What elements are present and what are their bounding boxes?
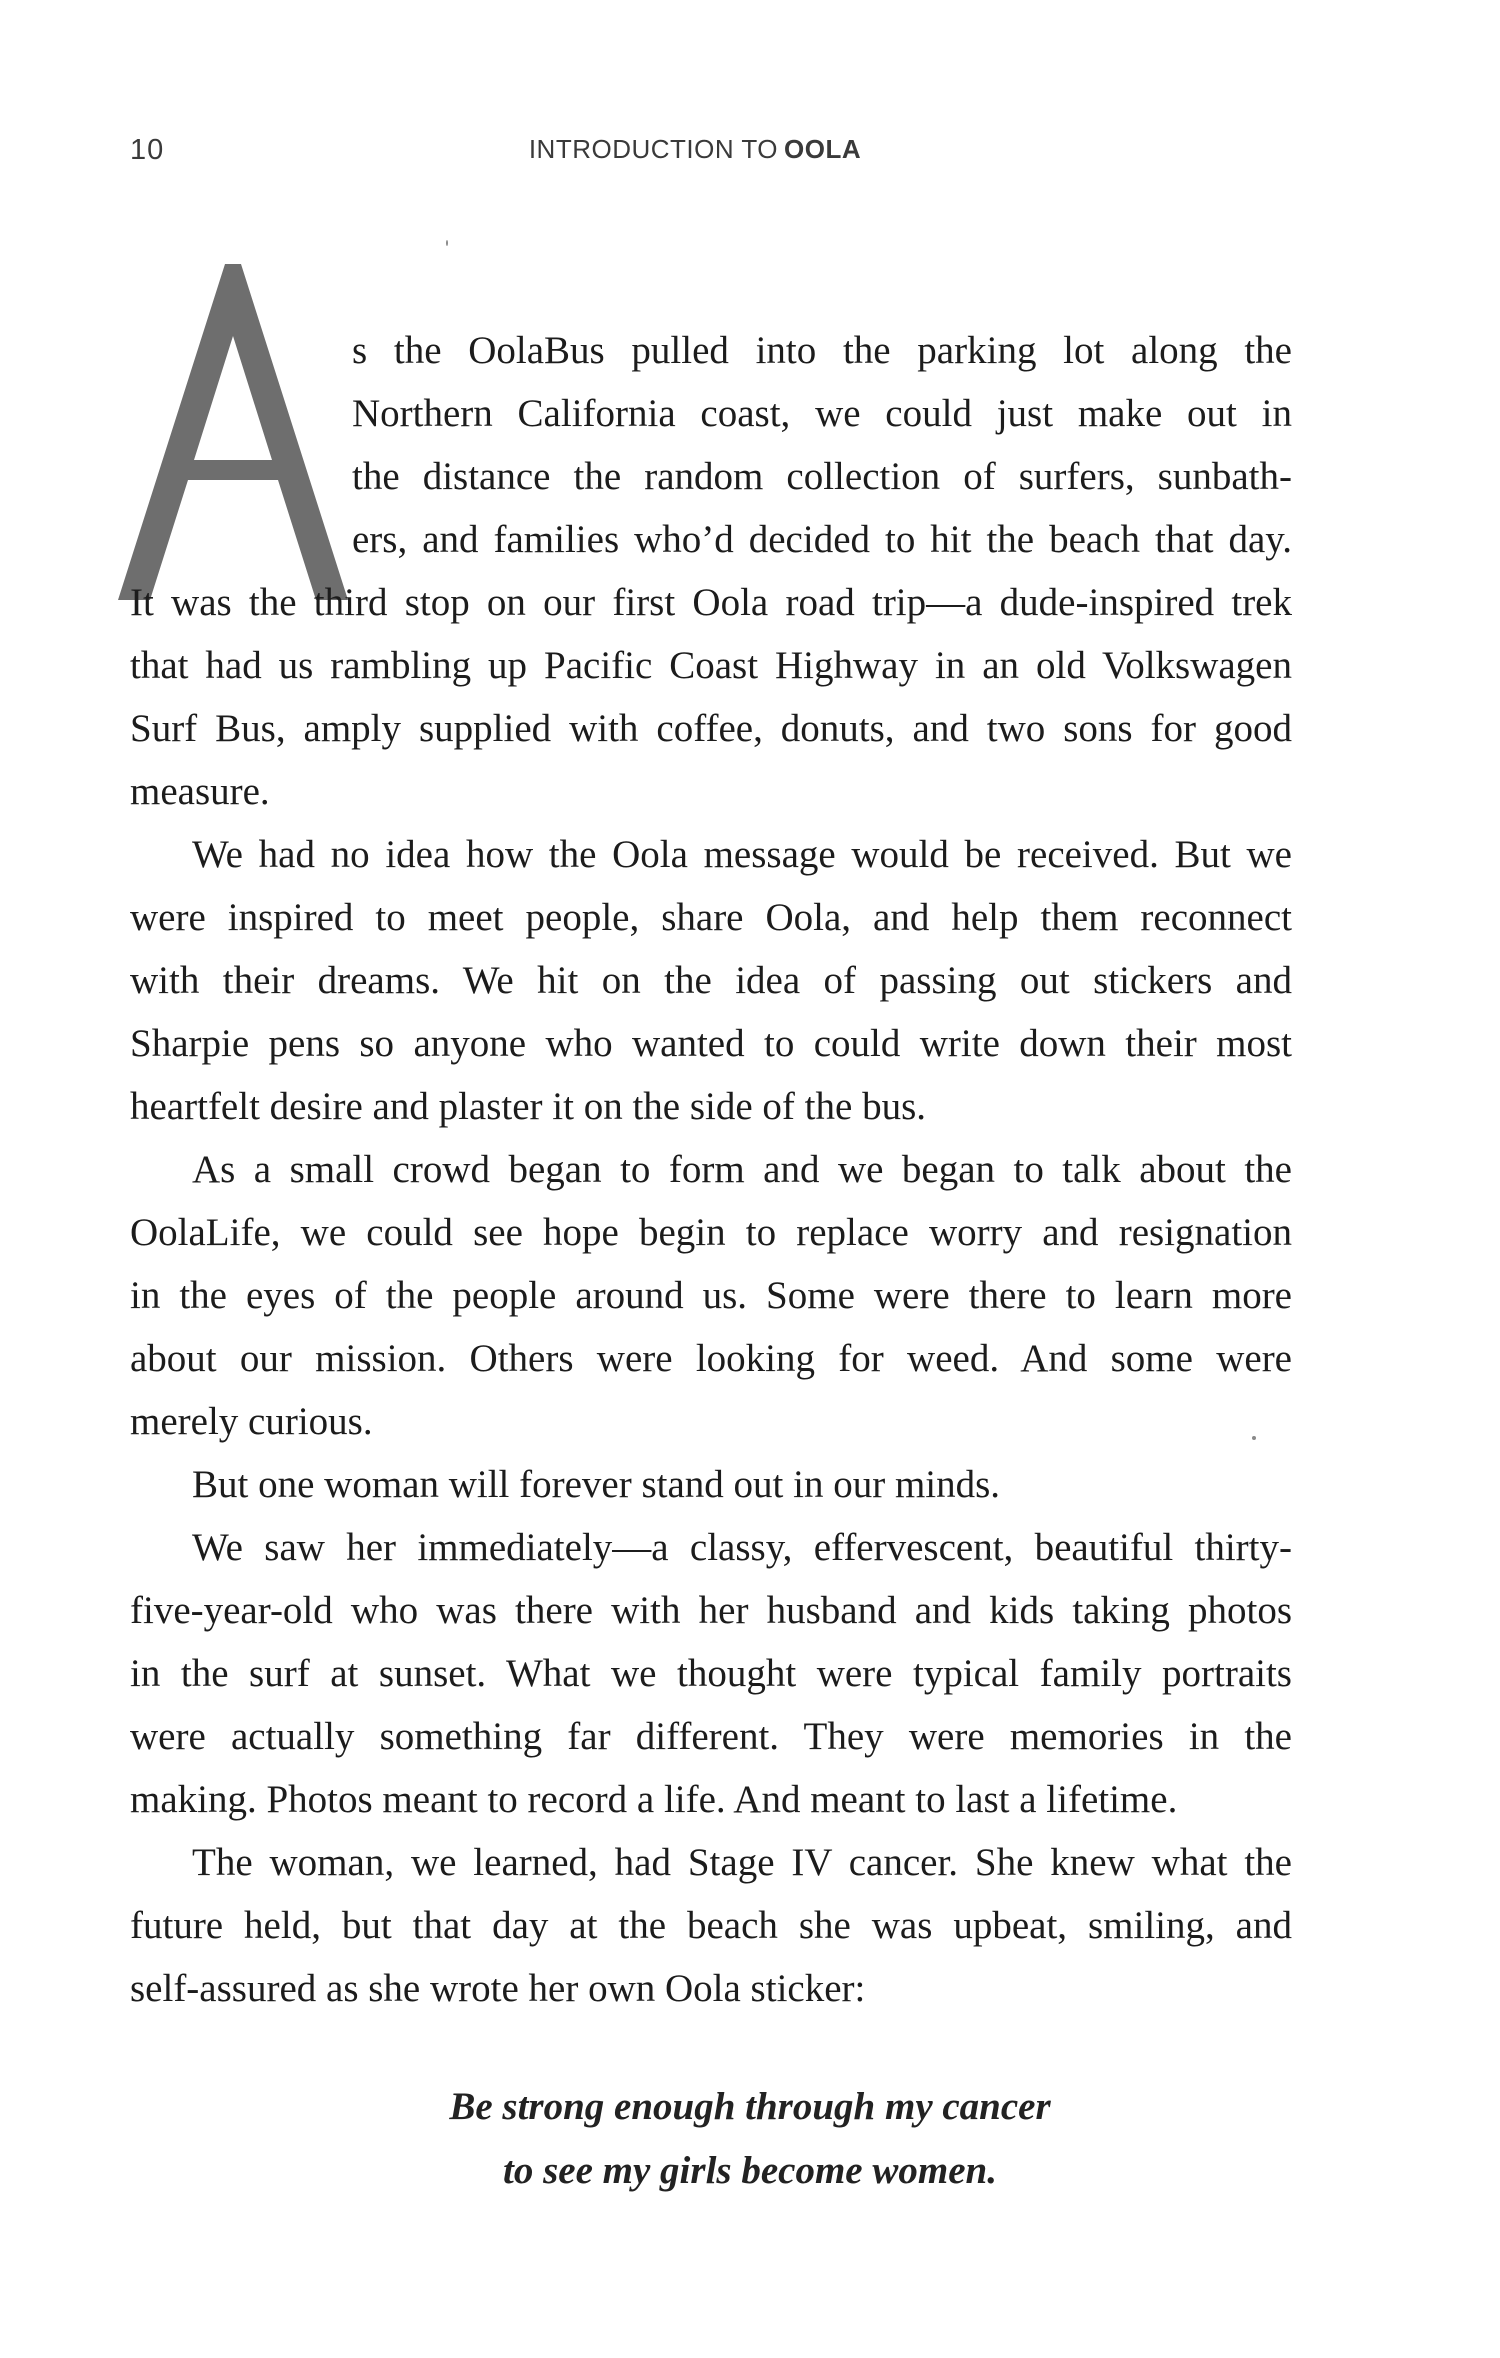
paragraph-5-line: in the surf at sunset. What we thought were typical family portraits [130,1652,1292,1695]
paragraph-2-line: We had no idea how the Oola message would be received. But we [192,833,1292,876]
page-number: 10 [130,134,165,166]
drop-cap-line: the distance the random collection of surfers, sunbath- [352,455,1292,498]
paragraph-3-line: As a small crowd began to form and we began to talk about the [192,1148,1292,1191]
quote-line: to see my girls become women. [503,2149,997,2192]
paragraph-1-line: It was the third stop on our first Oola road trip—a dude-inspired trek [130,581,1292,624]
paragraph-2-line: heartfelt desire and plaster it on the side of the bus. [130,1085,926,1128]
paragraph-2-line: Sharpie pens so anyone who wanted to could write down their most [130,1022,1292,1065]
paragraph-3-line: in the eyes of the people around us. Some were there to learn more [130,1274,1292,1317]
paragraph-1-line: that had us rambling up Pacific Coast Highway in an old Volkswagen [130,644,1292,687]
drop-cap-letter [118,264,348,600]
paragraph-6-line: The woman, we learned, had Stage IV cancer. She knew what the [192,1841,1292,1884]
quote-line: Be strong enough through my cancer [449,2085,1051,2128]
running-head-brand: OOLA [784,134,862,164]
paragraph-5-line: We saw her immediately—a classy, effervescent, beautiful thirty- [192,1526,1292,1569]
scan-speck [446,240,448,246]
paragraph-1-line: measure. [130,770,270,813]
drop-cap-line: s the OolaBus pulled into the parking lot along the [352,329,1292,372]
paragraph-1-line: Surf Bus, amply supplied with coffee, donuts, and two sons for good [130,707,1292,750]
paragraph-3-line: about our mission. Others were looking for weed. And some were [130,1337,1292,1380]
paragraph-4-line: But one woman will forever stand out in our minds. [192,1463,1001,1506]
paragraph-5-line: five-year-old who was there with her husband and kids taking photos [130,1589,1292,1632]
paragraph-6-line: self-assured as she wrote her own Oola sticker: [130,1967,866,2010]
paragraph-6-line: future held, but that day at the beach she was upbeat, smiling, and [130,1904,1292,1947]
paragraph-5-line: making. Photos meant to record a life. And meant to last a lifetime. [130,1778,1178,1821]
running-head-text: INTRODUCTION TO [528,134,779,164]
drop-cap-line: ers, and families who’d decided to hit the beach that day. [352,518,1292,561]
paragraph-2-line: were inspired to meet people, share Oola, and help them reconnect [130,896,1292,939]
paragraph-3-line: merely curious. [130,1400,373,1443]
scan-speck [1252,1436,1256,1440]
paragraph-3-line: OolaLife, we could see hope begin to replace worry and resignation [130,1211,1292,1254]
paragraph-5-line: were actually something far different. They were memories in the [130,1715,1292,1758]
running-head [0,134,1390,165]
drop-cap-line: Northern California coast, we could just make out in [352,392,1292,435]
paragraph-2-line: with their dreams. We hit on the idea of passing out stickers and [130,959,1292,1002]
